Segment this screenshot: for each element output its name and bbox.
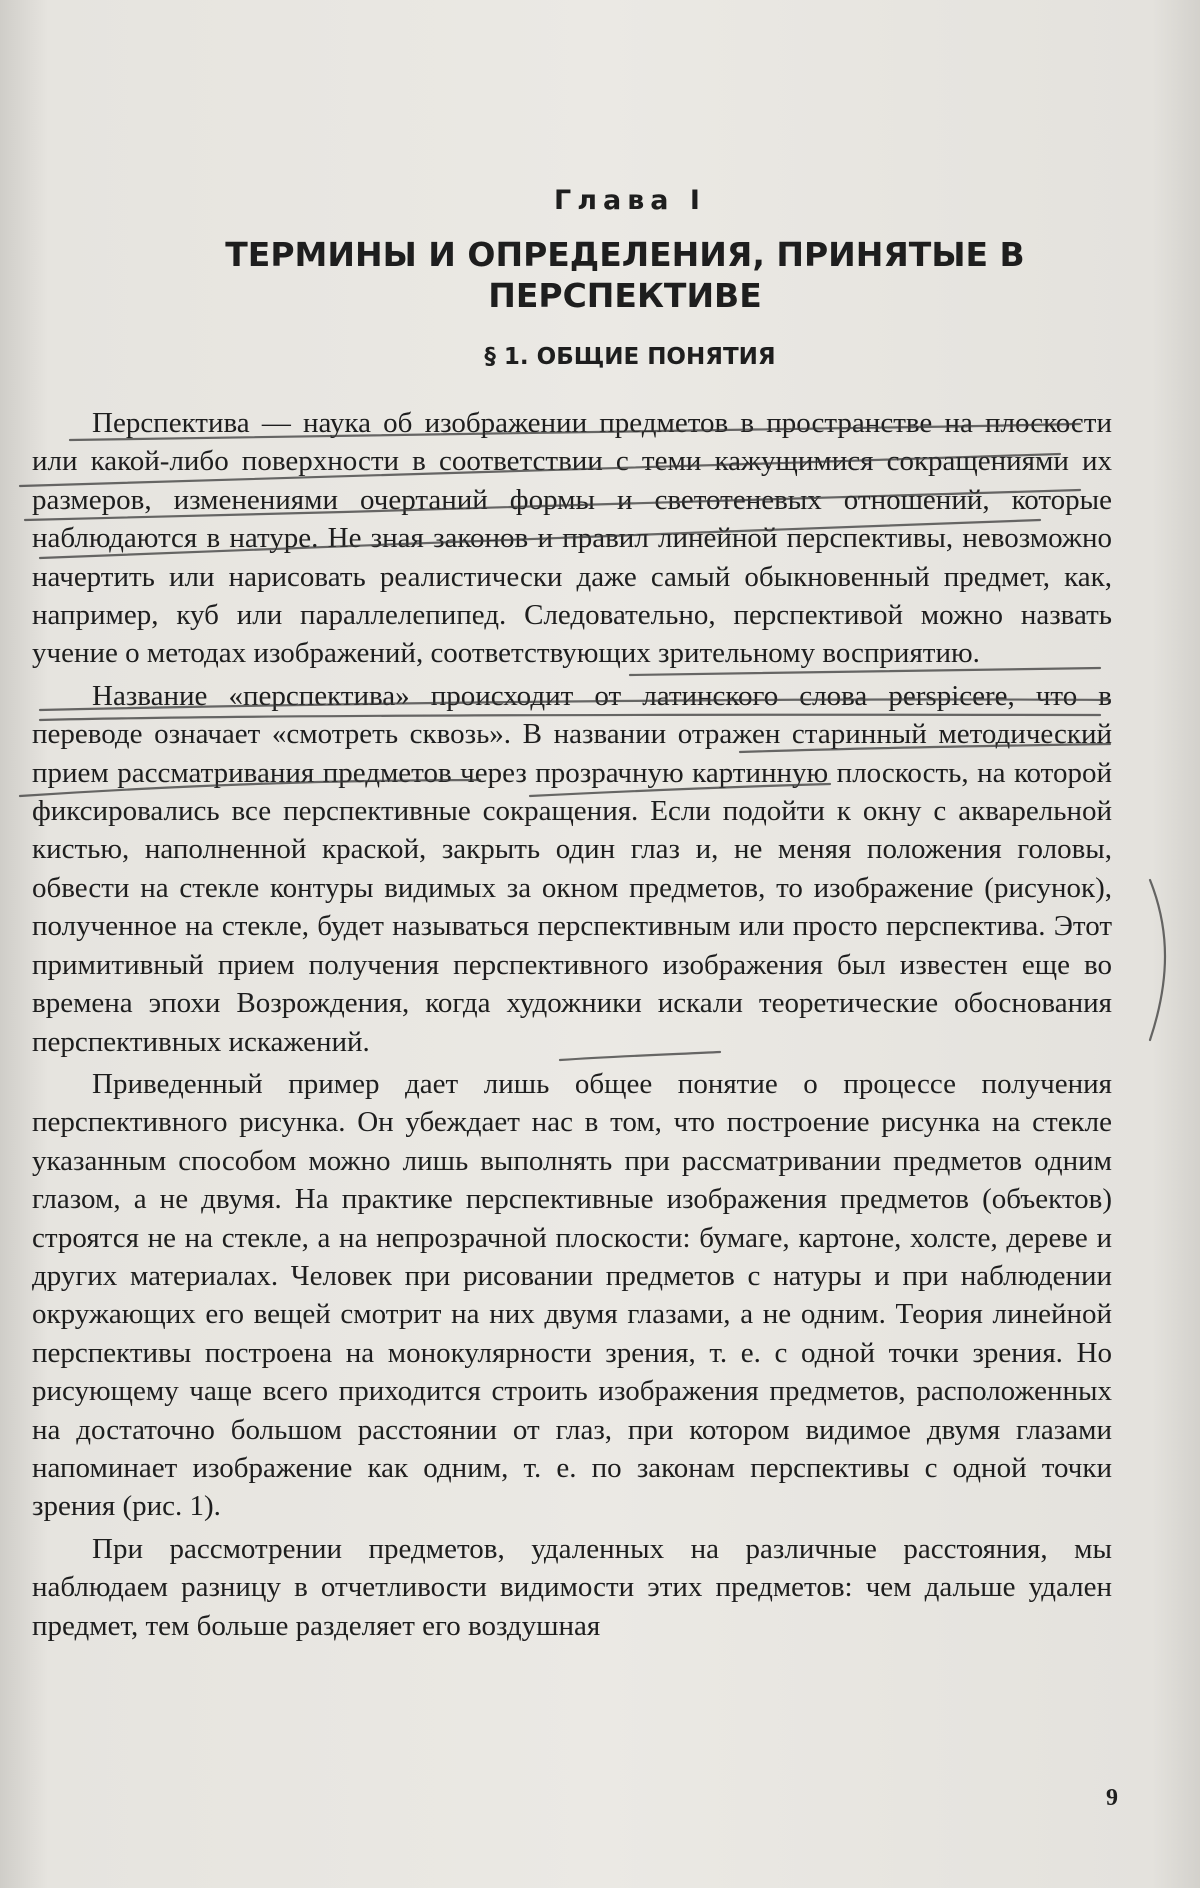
paragraph: Перспектива — наука об изображении предметов в пространстве на плоскости или какой-либо поверхности в соответствии с теми кажущимися сокращениями их размеров, изменениями очертаний формы и светотеневых отношений, которые наблюдаются в натуре. Не зная законов и правил линейной перспективы, невозможно начертить или нарисовать реалистически даже самый обыкновенный предмет, как, например, куб или параллелепипед. Следовательно, перспективой можно назвать учение о методах изображений, соответствующих зрительному восприятию. <box>32 407 1112 670</box>
paragraph: Приведенный пример дает лишь общее понятие о процессе получения перспективного рисунка. Он убеждает нас в том, что построение рисунка на стекле указанным способом можно лишь выполнять при рассматривании предметов одним глазом, а не двумя. На практике перспективные изображения предметов (объектов) строятся не на стекле, а на непрозрачной плоскости: бумаге, картоне, холсте, дереве и других материалах. Человек при рисовании предметов с натуры и при наблюдении окружающих его вещей смотрит на них двумя глазами, а не одним. Теория линейной перспективы построена на монокулярности зрения, т. е. с одной точки зрения. Но рисующему чаще всего приходится строить изображения предметов, расположенных на достаточно большом расстоянии от глаз, при котором видимое двумя глазами напоминает изображение как одним, т. е. по законам перспективы с одной точки зрения (рис. 1). <box>32 1067 1112 1523</box>
body-text <box>32 404 1112 1649</box>
paragraph: Название «перспектива» происходит от латинского слова perspicere, что в переводе означает «смотреть сквозь». В названии отражен старинный методический прием рассматривания предметов через прозрачную картинную плоскость, на которой фиксировались все перспективные сокращения. Если подойти к окну с акварельной кистью, наполненной краской, закрыть один глаз и, не меняя положения головы, обвести на стекле контуры видимых за окном предметов, то изображение (рисунок), полученное на стекле, будет называться перспективным или просто перспектива. Этот примитивный прием получения перспективного изображения был известен еще во времена эпохи Возрождения, когда художники искали теоретические обоснования перспективных искажений. <box>32 679 1112 1058</box>
margin-bracket <box>1150 880 1165 1040</box>
chapter-label: Глава I <box>554 185 706 216</box>
chapter-header <box>0 185 1200 370</box>
chapter-title: ТЕРМИНЫ И ОПРЕДЕЛЕНИЯ, ПРИНЯТЫЕ В ПЕРСПЕКТИВЕ <box>225 235 1025 315</box>
section-title: § 1. ОБЩИЕ ПОНЯТИЯ <box>484 344 776 370</box>
page-number: 9 <box>1106 1785 1118 1811</box>
paragraph: При рассмотрении предметов, удаленных на различные расстояния, мы наблюдаем разницу в отчетливости видимости этих предметов: чем дальше удален предмет, тем больше разделяет его воздушная <box>32 1532 1112 1642</box>
